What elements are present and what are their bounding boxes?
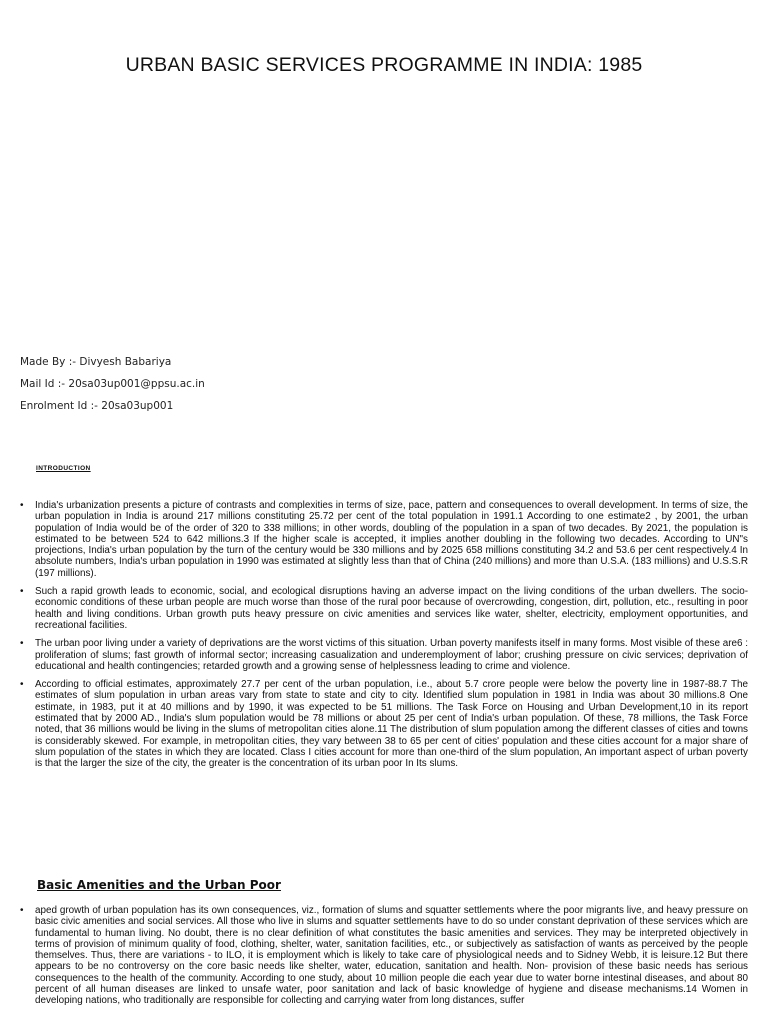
introduction-list	[20, 500, 748, 777]
document-title: URBAN BASIC SERVICES PROGRAMME IN INDIA: 1985	[125, 54, 643, 76]
list-item: • The urban poor living under a variety of deprivations are the worst victims of this situation. Urban poverty manifests itself in many forms. Most visible of these are6 : proliferation of slums; fast growth of informal sector; increasing casualization and underemployment of labor; crushing pressure on civic services; deprivation of educational and health contingencies; retarded growth and a growing sense of helplessness leading to crime and violence.	[20, 638, 748, 672]
author-line: Made By :- Divyesh Babariya	[20, 356, 172, 368]
list-item: • India's urbanization presents a picture of contrasts and complexities in terms of size, pace, pattern and consequences to overall development. In terms of size, the urban population in India is around 217 millions constituting 25.72 per cent of the total population in 1991.1 According to one estimate2 , by 2001, the urban population of India would be of the order of 320 to 338 millions; in other words, doubling of the population in a span of two decades. By 2021, the population is estimated to be between 524 to 642 millions.3 If the higher scale is accepted, it implies another doubling in the following two decades. According to UN"s projections, India's urban population by the turn of the century would be 330 millions and by 2025 658 millions constituting 34.2 and 53.6 per cent respectively.4 In absolute numbers, India's urban population in 1990 was estimated at slightly less than that of China (240 millions) and more than U.S.A. (183 millions) and U.S.S.R (197 millions).	[20, 500, 748, 579]
list-item: • According to official estimates, approximately 27.7 per cent of the urban population, i.e., about 5.7 crore people were below the poverty line in 1987-88.7 The estimates of slum population in urban areas vary from state to state and city to city. Identified slum population in 1981 in India was about 30 millions.8 One estimate, in 1983, put it at 40 millions and by 1990, it was expected to be 51 millions. The Task Force on Housing and Urban Development,10 in its report estimated that by 2000 AD., India's slum population would be 78 millions or about 25 per cent of India's urban population. Of these, 78 millions, the Task Force noted, that 36 millions would be living in the slums of metropolitan cities alone.11 The distribution of slum population among the different classes of cities and towns is considerably skewed. For example, in metropolitan cities, they vary between 38 to 65 per cent of cities' population and these cities account for a major share of slum population of the states in which they are located. Class I cities account for more than one-third of the slum population, An important aspect of urban poverty is that the larger the size of the city, the greater is the concentration of its urban poor In Its slums.	[20, 679, 748, 769]
basic-amenities-heading: Basic Amenities and the Urban Poor	[37, 878, 281, 892]
list-item: • Such a rapid growth leads to economic, social, and ecological disruptions having an adverse impact on the living conditions of the urban dwellers. The socio-economic conditions of these urban people are much worse than those of the rural poor because of overcrowding, congestion, dirt, pollution, etc., resulting in poor health and living conditions. Urban growth puts heavy pressure on civic amenities and services like water, shelter, electricity, employment opportunities, and recreational facilities.	[20, 586, 748, 631]
author-info	[20, 351, 205, 417]
introduction-heading: INTRODUCTION	[36, 465, 91, 472]
enrolment-line: Enrolment Id :- 20sa03up001	[20, 400, 174, 412]
basic-amenities-list	[20, 905, 748, 1007]
mail-line: Mail Id :- 20sa03up001@ppsu.ac.in	[20, 378, 205, 390]
list-item: • aped growth of urban population has its own consequences, viz., formation of slums and squatter settlements where the poor migrants live, and heavy pressure on basic civic amenities and social services. All those who live in slums and squatter settlements have to do so under constant deprivation of these services which are fundamental to human living. No doubt, there is no clear definition of what constitutes the basic amenities and services. They may be interpreted objectively in terms of provision of minimum quality of food, clothing, shelter, water, sanitation facilities, etc., or subjectively as satisfaction of wants as perceived by the people themselves. Thus, there are variations - to ILO, it is employment which is likely to take care of physiological needs and to Sidney Webb, it is leisure.12 But there appears to be no controversy on the core basic needs like shelter, water, education, sanitation and health. Non- provision of these basic needs has serious consequences to the health of the community. According to one study, about 10 million people die each year due to water borne intestinal diseases, and about 80 percent of all human diseases are linked to unsafe water, poor sanitation and lack of basic knowledge of hygiene and disease mechanisms.14 Women in developing nations, who traditionally are responsible for collecting and carrying water from long distances, suffer	[20, 905, 748, 1007]
